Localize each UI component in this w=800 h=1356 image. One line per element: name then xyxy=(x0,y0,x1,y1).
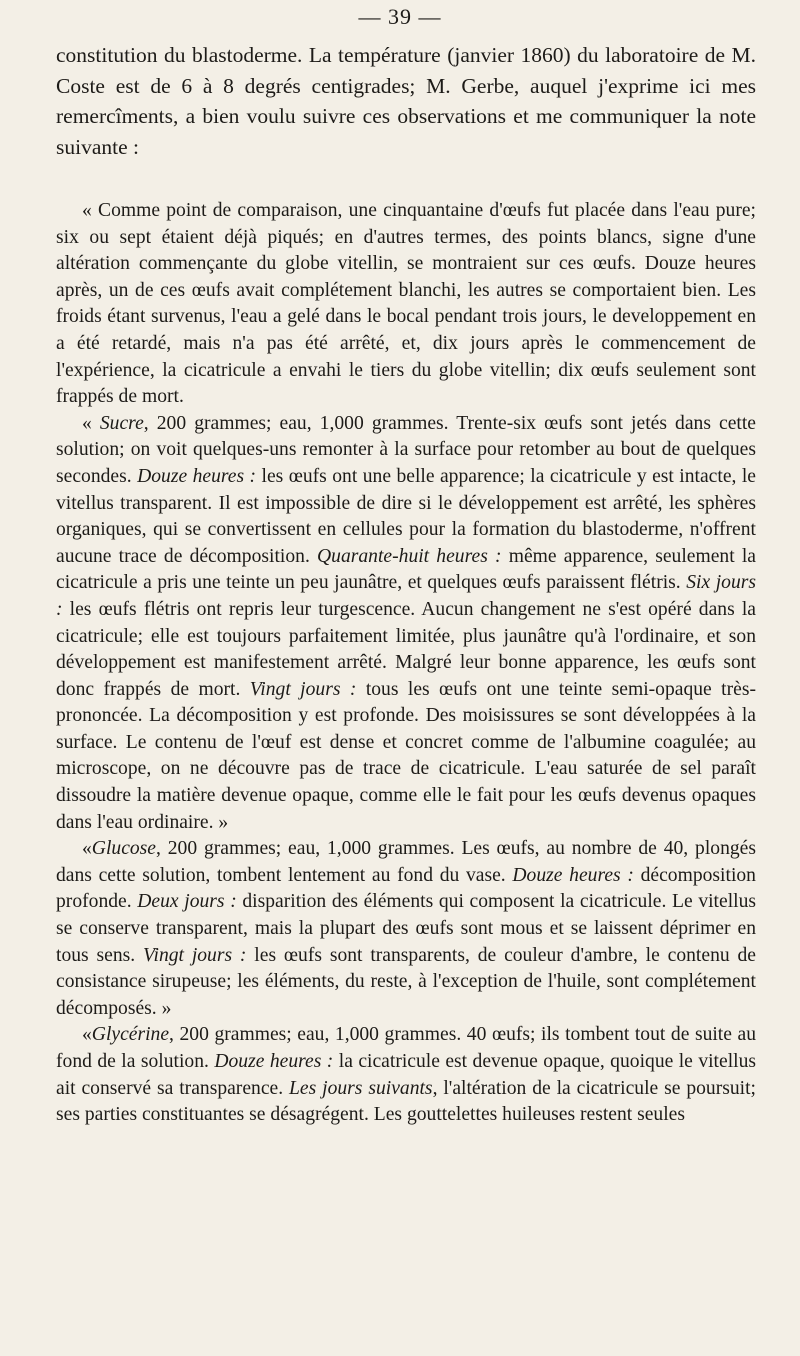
intro-paragraph: constitution du blastoderme. La température (janvier 1860) du laboratoire de M. Coste est de 6 à 8 degrés centigrades; M. Gerbe, auquel j'exprime ici mes remercîments, a bien voulu suivre ces observations et me communiquer la note suivante : xyxy=(56,43,756,159)
paragraph-glucose: «Glucose, 200 grammes; eau, 1,000 grammes. Les œufs, au nombre de 40, plongés dans cette solution, tombent lentement au fond du vase. Douze heures : décomposition profonde. Deux jours : disparition des éléments qui composent la cicatricule. Le vitellus se conserve transparent, mais la plupart des œufs sont mous et se laissent déprimer en tous sens. Vingt jours : les œufs sont transparents, de couleur d'ambre, le contenu de consistance sirupeuse; les éléments, du reste, à l'exception de l'huile, sont complétement décomposés. » xyxy=(56,838,757,1019)
time-deux-jours: Deux jours : xyxy=(137,891,237,913)
time-quarante-huit-heures: Quarante-huit heures : xyxy=(317,545,502,567)
time-les-jours-suivants: Les jours suivants xyxy=(289,1077,433,1099)
term-glycerine: Glycérine xyxy=(91,1024,170,1046)
page-number: — 39 — xyxy=(358,4,442,29)
time-douze-heures: Douze heures : xyxy=(512,864,634,886)
time-vingt-jours: Vingt jours : xyxy=(249,678,357,700)
term-glucose: Glucose xyxy=(91,838,157,860)
paragraph-sucre: « Sucre, 200 grammes; eau, 1,000 grammes. Trente-six œufs sont jetés dans cette solution; on voit quelques-uns remonter à la surface pour retomber au bout de quelques secondes. Douze heures : les œufs ont une belle apparence; la cicatricule y est intacte, le vitellus transparent. Il est impossible de dire si le développement est arrêté, les sphères organiques, qui se convertissent en cellules pour la formation du blastoderme, n'offrent aucune trace de décomposition. Quarante-huit heures : même apparence, seulement la cicatricule a pris une teinte un peu jaunâtre, et quelques œufs paraissent flétris. Six jours : les œufs flétris ont repris leur turgescence. Aucun changement ne s'est opéré dans la cicatricule; elle est toujours parfaitement limitée, plus jaunâtre qu'à l'ordinaire, et son développement est manifestement arrêté. Malgré leur bonne apparence, les œufs sont donc frappés de mort. Vingt jours : tous les œufs ont une teinte semi-opaque très-prononcée. La décomposition y est profonde. Des moisissures se sont développées à la surface. Le contenu de l'œuf est dense et concret comme de l'albumine coagulée; au microscope, on ne découvre pas de trace de cicatricule. L'eau saturée de sel paraît dissoudre la matière devenue opaque, comme elle le fait pour les œufs devenus opaques dans l'eau ordinaire. » xyxy=(56,412,757,833)
paragraph-pure-water: « Comme point de comparaison, une cinquantaine d'œufs fut placée dans l'eau pure; six ou sept étaient déjà piqués; en d'autres termes, des points blancs, signe d'une altération commençante du globe vitellin, se montraient sur ces œufs. Douze heures après, un de ces œufs avait complétement blanchi, les autres se comportaient bien. Les froids étant survenus, l'eau a gelé dans le bocal pendant trois jours, le developpement en a été retardé, mais n'a pas été arrêté, et, dix jours après le commencement de l'expérience, la cicatricule a envahi le tiers du globe vitellin; dix œufs seulement sont frappés de mort. xyxy=(56,200,756,408)
time-douze-heures: Douze heures : xyxy=(137,465,257,487)
paragraph-glycerine: «Glycérine, 200 grammes; eau, 1,000 grammes. 40 œufs; ils tombent tout de suite au fond de la solution. Douze heures : la cicatricule est devenue opaque, quoique le vitellus ait conservé sa transparence. Les jours suivants, l'altération de la cicatricule se poursuit; ses parties constituantes se désagrégent. Les gouttelettes huileuses restent seules xyxy=(56,1024,757,1126)
term-sucre: Sucre xyxy=(99,412,144,434)
gerbe-note xyxy=(56,198,756,1129)
time-six-jours: Six jours : xyxy=(56,572,757,620)
time-vingt-jours: Vingt jours : xyxy=(142,944,247,966)
time-douze-heures: Douze heures : xyxy=(214,1051,334,1072)
